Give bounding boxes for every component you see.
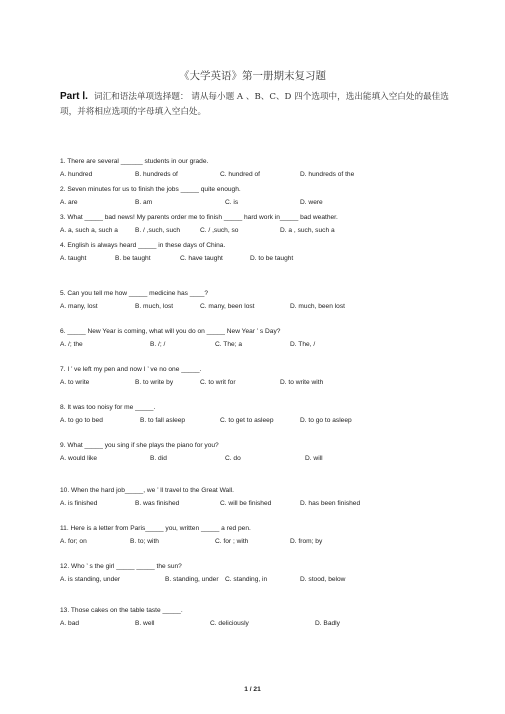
option-a: A. to write [60, 379, 90, 386]
option-a: A. are [60, 199, 78, 206]
part-label: Part Ⅰ. [60, 91, 88, 102]
options-row [60, 619, 460, 629]
option-a: A. would like [60, 455, 98, 462]
question-stem: 10. When the hard job_____, we ’ ll travel to the Great Wall. [60, 487, 234, 494]
option-b: B. to; with [130, 538, 159, 545]
option-c: C. The; a [215, 341, 242, 348]
instructions-text: 词汇和语法单项选择题： 请从每小题 A 、B、C、D 四个选项中，选出能填入空白处的最佳选项，并将相应选项的字母填入空白处。 [60, 92, 449, 117]
question-item [60, 606, 460, 629]
question-stem: 7. I ’ ve left my pen and now I ’ ve no one _____. [60, 366, 202, 373]
question-item [60, 213, 460, 236]
option-d: D. Badly [315, 620, 340, 627]
options-row [60, 499, 460, 509]
question-item [60, 441, 460, 464]
option-d: D. a , such, such a [280, 227, 335, 234]
option-b: B. standing, under [165, 576, 219, 583]
options-row [60, 575, 460, 585]
option-b: B. am [135, 199, 153, 206]
option-a: A. to go to bed [60, 417, 103, 424]
question-item [60, 241, 460, 264]
options-row [60, 302, 460, 312]
option-c: C. will be finished [220, 500, 272, 507]
option-a: A. is finished [60, 500, 98, 507]
question-stem: 5. Can you tell me how _____ medicine has ____? [60, 290, 209, 297]
question-stem: 9. What _____ you sing if she plays the piano for you? [60, 442, 219, 449]
page-number: 1 / 21 [244, 686, 261, 693]
option-b: B. to fall asleep [140, 417, 186, 424]
question-stem: 6. _____ New Year is coming, what will you do on _____ New Year ’ s Day? [60, 328, 281, 335]
option-b: B. did [150, 455, 167, 462]
option-d: D. to be taught [250, 255, 294, 262]
options-row [60, 378, 460, 388]
question-item [60, 365, 460, 388]
option-c: C. for ; with [215, 538, 249, 545]
options-row [60, 254, 460, 264]
question-stem: 3. What _____ bad news! My parents order me to finish _____ hard work in_____ bad weather. [60, 214, 338, 221]
question-item [60, 562, 460, 585]
option-d: D. from; by [290, 538, 323, 545]
option-d: D. to write with [280, 379, 324, 386]
option-c: C. have taught [180, 255, 223, 262]
option-d: D. hundreds of the [300, 171, 355, 178]
option-d: D. to go to asleep [300, 417, 352, 424]
question-stem: 13. Those cakes on the table taste _____. [60, 607, 183, 614]
option-b: B. much, lost [135, 303, 174, 310]
option-b: B. / ,such, such [135, 227, 181, 234]
option-a: A. hundred [60, 171, 93, 178]
option-a: A. a, such a, such a [60, 227, 118, 234]
options-row [60, 454, 460, 464]
option-a: A. bad [60, 620, 80, 627]
question-stem: 4. English is always heard _____ in these days of China. [60, 242, 226, 249]
option-c: C. / ,such, so [200, 227, 239, 234]
option-a: A. is standing, under [60, 576, 121, 583]
question-stem: 12. Who ’ s the girl _____ _____ the sun? [60, 563, 182, 570]
question-item [60, 486, 460, 509]
option-d: D. much, been lost [290, 303, 345, 310]
option-c: C. is [225, 199, 239, 206]
option-b: B. be taught [115, 255, 151, 262]
option-c: C. hundred of [220, 171, 260, 178]
option-c: C. to writ for [200, 379, 236, 386]
options-row [60, 226, 460, 236]
option-d: D. has been finished [300, 500, 361, 507]
question-item [60, 403, 460, 426]
options-row [60, 537, 460, 547]
question-stem: 8. It was too noisy for me _____. [60, 404, 156, 411]
option-b: B. hundreds of [135, 171, 178, 178]
question-item [60, 327, 460, 350]
option-c: C. many, been lost [200, 303, 255, 310]
question-item [60, 289, 460, 312]
option-d: D. will [305, 455, 323, 462]
option-c: C. do [225, 455, 241, 462]
option-c: C. to get to asleep [220, 417, 274, 424]
option-a: A. taught [60, 255, 87, 262]
option-b: B. /; / [150, 341, 166, 348]
option-c: C. deliciously [210, 620, 249, 627]
question-stem: 2. Seven minutes for us to finish the jobs _____ quite enough. [60, 186, 241, 193]
option-a: A. many, lost [60, 303, 98, 310]
option-d: D. were [300, 199, 323, 206]
question-item [60, 185, 460, 208]
question-item [60, 524, 460, 547]
option-d: D. stood, below [300, 576, 346, 583]
page-title: 《大学英语》第一册期末复习题 [179, 70, 326, 82]
option-a: A. for; on [60, 538, 87, 545]
question-stem: 1. There are several ______ students in our grade. [60, 158, 209, 165]
option-b: B. to write by [135, 379, 174, 386]
options-row [60, 198, 460, 208]
options-row [60, 340, 460, 350]
options-row [60, 170, 460, 180]
options-row [60, 416, 460, 426]
option-b: B. was finished [135, 500, 180, 507]
question-stem: 11. Here is a letter from Paris_____ you, written _____ a red pen. [60, 525, 251, 532]
question-item [60, 157, 460, 180]
option-d: D. The, / [290, 341, 316, 348]
instructions [60, 89, 455, 120]
option-a: A. /; the [60, 341, 83, 348]
option-b: B. well [135, 620, 155, 627]
option-c: C. standing, in [225, 576, 268, 583]
